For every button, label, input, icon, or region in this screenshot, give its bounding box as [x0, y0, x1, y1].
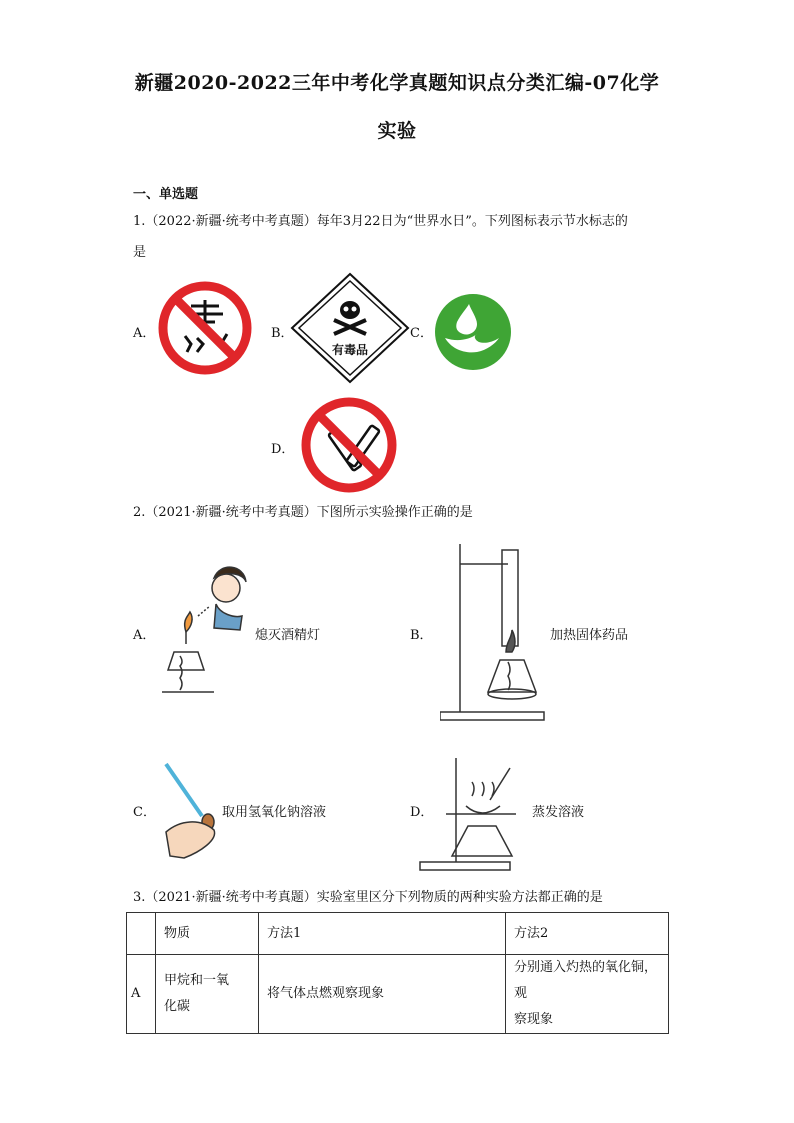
no-smoking-icon	[300, 396, 398, 494]
no-fireworks-icon	[157, 280, 253, 376]
q3-header-substance: 物质	[156, 913, 259, 955]
q2-option-c-caption: 取用氢氧化钠溶液	[222, 805, 327, 820]
q3-row-method2	[506, 955, 669, 1034]
q3-header-method1: 方法1	[259, 913, 506, 955]
q2-option-a-caption: 熄灭酒精灯	[255, 628, 321, 643]
q1-option-c-letter: C．	[410, 326, 433, 341]
q3-header-blank	[127, 913, 156, 955]
q3-stem: 3.（2021·新疆·统考中考真题）实验室里区分下列物质的两种实验方法都正确的是	[133, 890, 603, 905]
dropper-hand-figure	[160, 760, 224, 860]
q2-option-d-caption: 蒸发溶液	[532, 805, 585, 820]
q1-option-a-letter: A．	[133, 326, 156, 341]
q2-stem: 2.（2021·新疆·统考中考真题）下图所示实验操作正确的是	[133, 505, 473, 520]
q3-substance-line1: 甲烷和一氧	[164, 973, 230, 988]
q1-stem: 1.（2022·新疆·统考中考真题）每年3月22日为“世界水日”。下列图标表示节水标志的	[133, 214, 628, 229]
q3-row-method1: 将气体点燃观察现象	[259, 955, 506, 1034]
page-title: 新疆2020-2022三年中考化学真题知识点分类汇编-07化学	[134, 72, 660, 94]
q3-header-method2: 方法2	[506, 913, 669, 955]
q3-method2-line1: 分别通入灼热的氧化铜，观	[514, 960, 658, 1001]
q1-stem-line2: 是	[133, 245, 147, 260]
evaporation-figure	[416, 756, 528, 872]
q3-row-letter: A	[127, 955, 156, 1034]
q2-option-b-caption: 加热固体药品	[550, 628, 629, 643]
q2-option-d-letter: D．	[410, 805, 434, 820]
poison-label: 有毒品	[331, 343, 368, 357]
water-saving-icon	[433, 292, 513, 372]
q3-method2-line2: 察现象	[514, 1012, 554, 1027]
q2-option-c-letter: C．	[133, 805, 156, 820]
q3-substance-line2: 化碳	[164, 999, 191, 1014]
poison-sign-icon	[290, 272, 410, 384]
q3-table-header-row	[127, 913, 669, 955]
q2-option-a-letter: A．	[133, 628, 156, 643]
q1-option-d-letter: D．	[271, 442, 295, 457]
table-row	[127, 955, 669, 1034]
section-heading: 一、单选题	[133, 187, 199, 202]
q3-row-substance	[156, 955, 259, 1034]
heat-solid-apparatus-figure	[440, 542, 550, 724]
page-title-line2: 实验	[377, 120, 417, 142]
q1-option-b-letter: B．	[271, 326, 294, 341]
q2-option-b-letter: B．	[410, 628, 433, 643]
blow-out-lamp-figure	[158, 560, 254, 700]
q3-table	[126, 912, 669, 1034]
